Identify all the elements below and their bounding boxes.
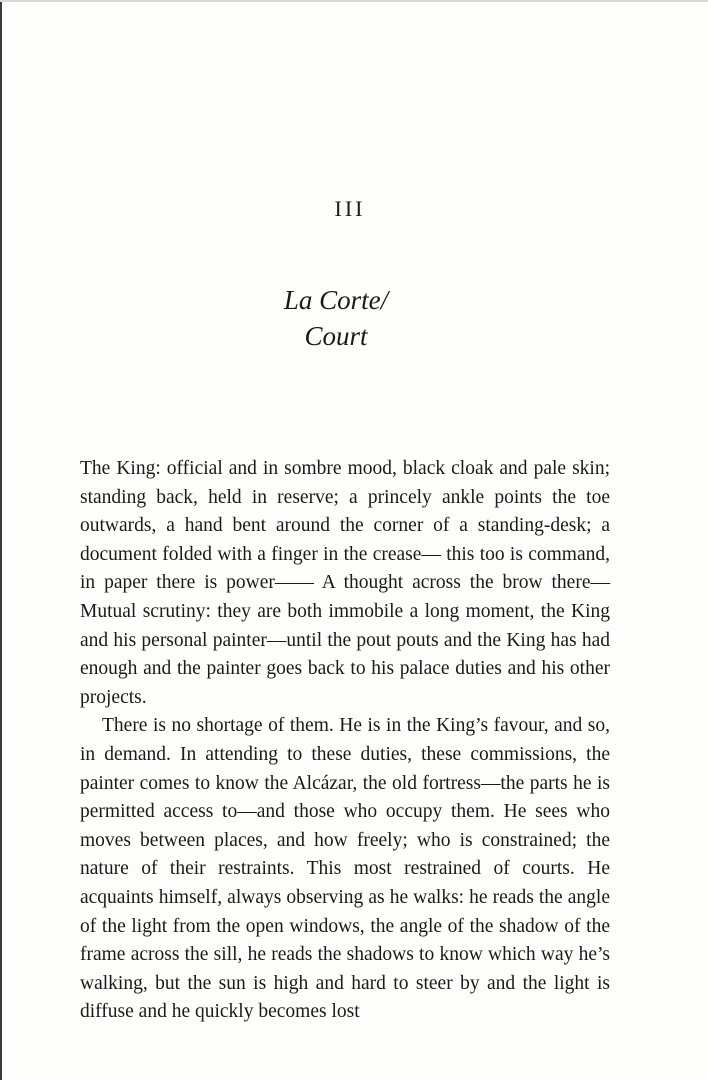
part-number: III bbox=[334, 196, 366, 221]
chapter-title-line-1: La Corte/ bbox=[283, 285, 389, 315]
page-edge-shadow bbox=[0, 0, 2, 1080]
paragraph-1: The King: official and in sombre mood, black cloak and pale skin; standing back, held in reserve; a princely ankle points the toe outwards, a hand bent around the corner of a standing-desk; a document folded with a finger in the crease— this too is command, in paper there is power—— A thought across the brow there— Mutual scrutiny: they are both immobile a long moment, the King and his personal painter—until the pout pouts and the King has had enough and the painter goes back to his palace duties and his other projects. bbox=[80, 458, 610, 708]
body-text bbox=[80, 455, 610, 1027]
chapter-title-line-2: Court bbox=[304, 321, 368, 351]
chapter-title bbox=[0, 282, 672, 354]
paragraph-2: There is no shortage of them. He is in the King’s favour, and so, in demand. In attending to these duties, these commissions, the painter comes to know the Alcázar, the old fortress—the parts he is permitted access to—and those who occupy them. He sees who moves between places, and how freely; who is constrained; the nature of their restraints. This most restrained of courts. He acquaints himself, always observing as he walks: he reads the angle of the light from the open windows, the angle of the shadow of the frame across the sill, he reads the shadows to know which way he’s walking, but the sun is high and hard to steer by and the light is diffuse and he quickly becomes lost bbox=[80, 715, 610, 1023]
page-top-edge bbox=[0, 0, 708, 2]
